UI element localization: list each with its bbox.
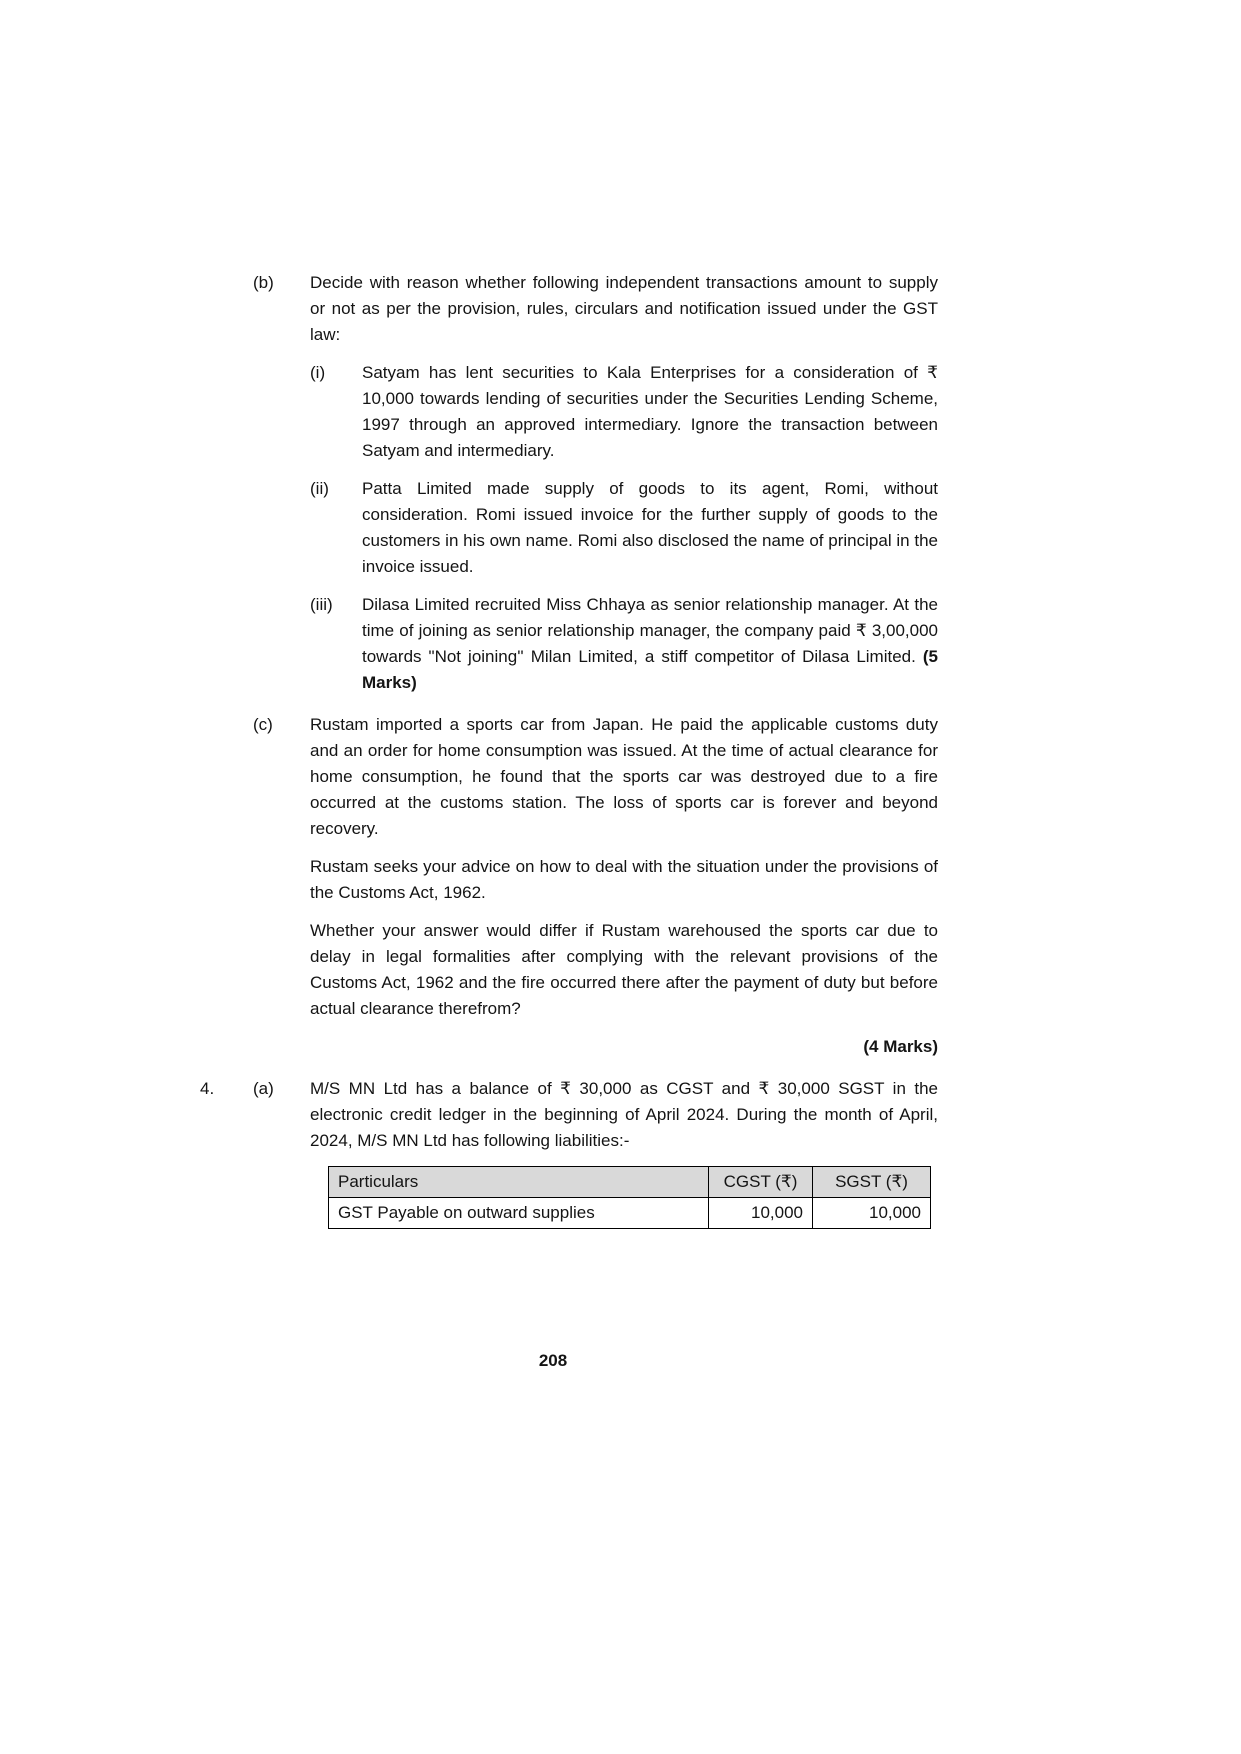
page-content bbox=[200, 270, 938, 1229]
header-cgst: CGST (₹) bbox=[709, 1167, 813, 1198]
page-number: 208 bbox=[538, 1351, 568, 1370]
item-iii-body: Dilasa Limited recruited Miss Chhaya as senior relationship manager. At the time of joining as senior relationship manager, the company paid ₹ 3,00,000 towards "Not joining'' Milan Limited, a stiff competitor of Dilasa Limited. bbox=[362, 595, 938, 666]
cell-cgst-value: 10,000 bbox=[709, 1198, 813, 1229]
marks-5: (5 Marks) bbox=[362, 647, 938, 692]
header-particulars: Particulars bbox=[329, 1167, 709, 1198]
question-b-item-ii bbox=[310, 476, 938, 580]
question-c-paragraph-2: Rustam seeks your advice on how to deal with the situation under the provisions of the Customs Act, 1962. bbox=[310, 857, 938, 902]
liabilities-table bbox=[328, 1166, 931, 1229]
cell-sgst-value: 10,000 bbox=[813, 1198, 931, 1229]
question-b-text: Decide with reason whether following independent transactions amount to supply or not as per the provision, rules, circulars and notification issued under the GST law: bbox=[310, 273, 938, 344]
item-i-text: Satyam has lent securities to Kala Enterprises for a consideration of ₹ 10,000 towards lending of securities under the Securities Lending Scheme, 1997 through an approved intermediary. Ignore the transaction between Satyam and intermediary. bbox=[362, 363, 938, 460]
question-c-paragraphs bbox=[310, 712, 938, 1076]
question-b-item-i bbox=[310, 360, 938, 464]
table-row bbox=[329, 1198, 931, 1229]
question-4a-text: M/S MN Ltd has a balance of ₹ 30,000 as CGST and ₹ 30,000 SGST in the electronic credit ledger in the beginning of April 2024. During the month of April, 2024, M/S MN Ltd has following liabilities:- bbox=[310, 1079, 938, 1150]
item-ii-label: (ii) bbox=[310, 479, 329, 498]
question-4-number: 4. bbox=[200, 1079, 215, 1098]
item-i-label: (i) bbox=[310, 363, 326, 382]
question-b-item-iii bbox=[310, 592, 938, 696]
question-4a-body bbox=[310, 1076, 938, 1229]
item-iii-label: (iii) bbox=[310, 595, 333, 614]
question-c-paragraph-1: Rustam imported a sports car from Japan. He paid the applicable customs duty and an order for home consumption was issued. At the time of actual clearance for home consumption, he found that the sports car was destroyed due to a fire occurred at the customs station. The loss of sports car is forever and beyond recovery. bbox=[310, 715, 938, 838]
question-4a-label: (a) bbox=[253, 1079, 274, 1098]
marks-4: (4 Marks) bbox=[863, 1037, 938, 1056]
liabilities-table-header-row bbox=[329, 1167, 931, 1198]
question-4a bbox=[200, 1076, 938, 1229]
item-iii-text bbox=[362, 592, 938, 696]
question-c bbox=[253, 712, 938, 1076]
item-ii-text: Patta Limited made supply of goods to its agent, Romi, without consideration. Romi issued invoice for the further supply of goods to the customers in his own name. Romi also disclosed the name of principal in the invoice issued. bbox=[362, 479, 938, 576]
question-c-paragraph-3: Whether your answer would differ if Rustam warehoused the sports car due to delay in legal formalities after complying with the relevant provisions of the Customs Act, 1962 and the fire occurred there after the payment of duty but before actual clearance therefrom? bbox=[310, 921, 938, 1018]
question-b-label: (b) bbox=[253, 273, 274, 292]
cell-particulars: GST Payable on outward supplies bbox=[329, 1198, 709, 1229]
header-sgst: SGST (₹) bbox=[813, 1167, 931, 1198]
question-c-label: (c) bbox=[253, 715, 273, 734]
question-b bbox=[253, 270, 938, 348]
